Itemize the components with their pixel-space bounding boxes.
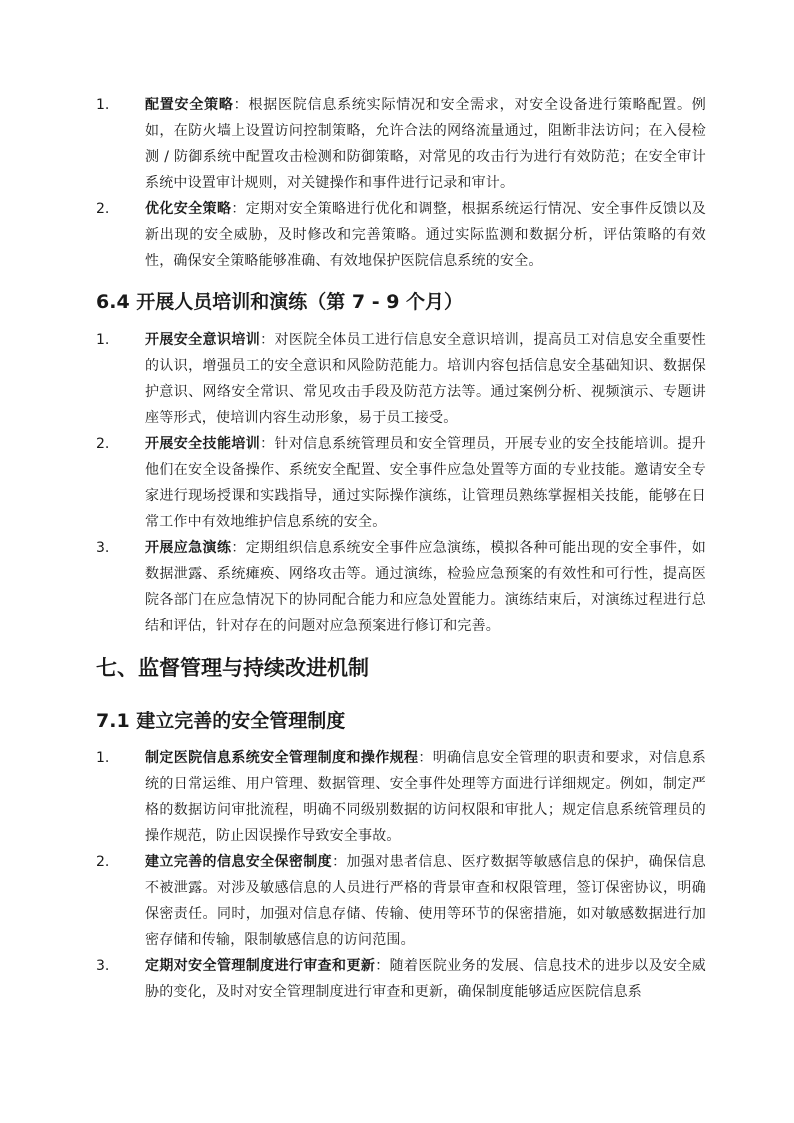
list-term: 开展应急演练: [145, 540, 232, 556]
list-term: 建立完善的信息安全保密制度: [145, 854, 333, 870]
list-item: [96, 745, 706, 849]
list-item: [96, 953, 706, 1005]
list-item: [96, 535, 706, 639]
list-description: ：对医院全体员工进行信息安全意识培训，提高员工对信息安全重要性的认识，增强员工的安全意识和风险防范能力。培训内容包括信息安全基础知识、数据保护意识、网络安全常识、常见攻击手段及防范方法等。通过案例分析、视频演示、专题讲座等形式，使培训内容生动形象，易于员工接受。: [145, 332, 706, 426]
list-number: 3.: [96, 540, 110, 556]
list-item: [96, 849, 706, 953]
list-item-text: [145, 535, 706, 639]
list-term: 配置安全策略: [145, 97, 234, 113]
list-item-text: [145, 431, 706, 535]
section-heading-6-4: 6.4 开展人员培训和演练（第 7 - 9 个月）: [96, 291, 464, 313]
list-term: 优化安全策略: [145, 201, 232, 217]
list-item-text: [145, 953, 706, 1005]
list-number: 2.: [96, 854, 110, 870]
list-number: 1.: [96, 332, 110, 348]
list-item-text: [145, 849, 706, 953]
list-number: 1.: [96, 97, 110, 113]
list-item: [96, 431, 706, 535]
section-heading-7-1: 7.1 建立完善的安全管理制度: [96, 710, 346, 732]
list-term: 定期对安全管理制度进行审查和更新: [145, 958, 376, 974]
list-number: 1.: [96, 750, 110, 766]
list-item: [96, 92, 706, 196]
list-description: ：针对信息系统管理员和安全管理员，开展专业的安全技能培训。提升他们在安全设备操作、系统安全配置、安全事件应急处置等方面的专业技能。邀请安全专家进行现场授课和实践指导，通过实际操作演练，让管理员熟练掌握相关技能，能够在日常工作中有效地维护信息系统的安全。: [145, 436, 706, 530]
list-description: ：加强对患者信息、医疗数据等敏感信息的保护，确保信息不被泄露。对涉及敏感信息的人员进行严格的背景审查和权限管理，签订保密协议，明确保密责任。同时，加强对信息存储、传输、使用等环节的保密措施，如对敏感数据进行加密存储和传输，限制敏感信息的访问范围。: [145, 854, 706, 948]
list-description: ：随着医院业务的发展、信息技术的进步以及安全威胁的变化，及时对安全管理制度进行审查和更新，确保制度能够适应医院信息系: [145, 958, 706, 1000]
list-term: 开展安全意识培训: [145, 332, 261, 348]
list-item: [96, 327, 706, 431]
list-description: ：定期组织信息系统安全事件应急演练，模拟各种可能出现的安全事件，如数据泄露、系统瘫痪、网络攻击等。通过演练，检验应急预案的有效性和可行性，提高医院各部门在应急情况下的协同配合能力和应急处置能力。演练结束后，对演练过程进行总结和评估，针对存在的问题对应急预案进行修订和完善。: [145, 540, 706, 634]
chapter-heading-7: 七、监督管理与持续改进机制: [96, 656, 369, 680]
list-description: ：根据医院信息系统实际情况和安全需求，对安全设备进行策略配置。例如，在防火墙上设置访问控制策略，允许合法的网络流量通过，阻断非法访问；在入侵检测 / 防御系统中配置攻击检测和防御策略，对常见的攻击行为进行有效防范；在安全审计系统中设置审计规则，对关键操作和事件进行记录和审计。: [145, 97, 706, 191]
list-description: ：定期对安全策略进行优化和调整，根据系统运行情况、安全事件反馈以及新出现的安全威胁，及时修改和完善策略。通过实际监测和数据分析，评估策略的有效性，确保安全策略能够准确、有效地保护医院信息系统的安全。: [145, 201, 706, 269]
list-number: 3.: [96, 958, 110, 974]
list-term: 开展安全技能培训: [145, 436, 261, 452]
list-item-text: [145, 92, 706, 196]
list-term: 制定医院信息系统安全管理制度和操作规程: [145, 750, 419, 766]
list-item-text: [145, 745, 706, 849]
list-number: 2.: [96, 436, 110, 452]
list-item-text: [145, 327, 706, 431]
list-item-text: [145, 196, 706, 274]
list-item: [96, 196, 706, 274]
list-number: 2.: [96, 201, 110, 217]
list-description: ：明确信息安全管理的职责和要求，对信息系统的日常运维、用户管理、数据管理、安全事件处理等方面进行详细规定。例如，制定严格的数据访问审批流程，明确不同级别数据的访问权限和审批人；规定信息系统管理员的操作规范，防止因误操作导致安全事故。: [145, 750, 706, 844]
